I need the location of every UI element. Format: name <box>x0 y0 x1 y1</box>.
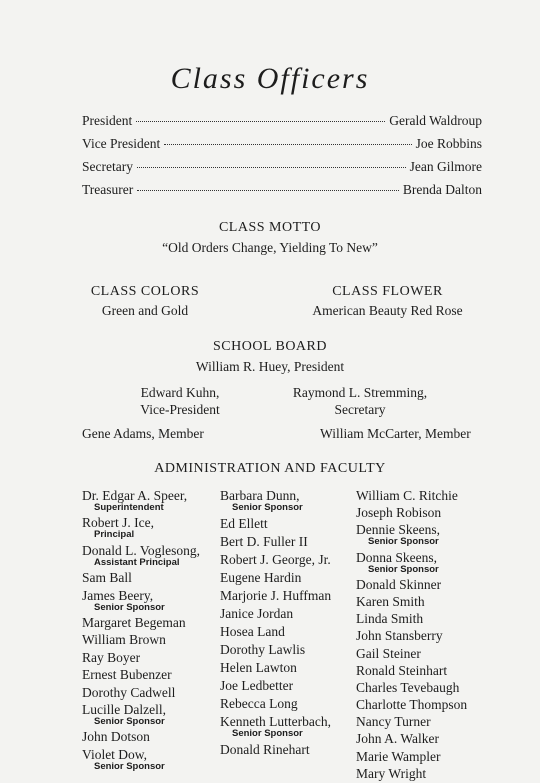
officer-name: Gerald Waldroup <box>389 113 482 128</box>
faculty-item <box>220 624 360 639</box>
faculty-heading: ADMINISTRATION AND FACULTY <box>154 461 386 476</box>
board-vice-president <box>110 384 250 418</box>
faculty-name: Donald Rinehart <box>220 742 310 757</box>
faculty-item <box>356 646 496 661</box>
faculty-item <box>356 577 496 592</box>
faculty-item <box>356 628 496 643</box>
faculty-name: Violet Dow, <box>82 746 148 762</box>
faculty-name: William Brown <box>82 632 166 648</box>
faculty-item <box>220 588 360 603</box>
officer-name: Joe Robbins <box>415 136 482 151</box>
colors-text: Green and Gold <box>101 303 189 318</box>
faculty-name: Ed Ellett <box>220 516 268 531</box>
officer-role: Vice President <box>82 136 161 151</box>
dot-leader <box>136 121 385 122</box>
faculty-name: John Dotson <box>82 729 150 745</box>
faculty-name: Dorothy Cadwell <box>82 684 176 700</box>
officer-row-treasurer <box>82 182 482 202</box>
board-secretary <box>280 384 440 418</box>
flower-text: American Beauty Red Rose <box>312 303 463 318</box>
faculty-name: Rebecca Long <box>220 696 298 711</box>
faculty-item <box>82 667 222 682</box>
faculty-name: Marie Wampler <box>356 748 441 764</box>
faculty-item <box>82 570 222 585</box>
faculty-name: Joe Ledbetter <box>220 678 294 693</box>
class-flower <box>300 282 475 320</box>
faculty-role: Senior Sponsor <box>94 715 165 727</box>
faculty-role: Senior Sponsor <box>232 502 303 513</box>
faculty-name: Linda Smith <box>356 611 424 627</box>
officer-row-secretary <box>82 159 482 179</box>
faculty-name: Donald Skinner <box>356 576 442 592</box>
faculty-item <box>356 731 496 746</box>
faculty-role: Principal <box>94 529 135 541</box>
faculty-name: Donna Skeens, <box>356 549 437 565</box>
dot-leader <box>137 167 406 168</box>
faculty-item <box>220 488 360 513</box>
faculty-name: Ray Boyer <box>82 649 141 665</box>
faculty-item <box>82 488 222 513</box>
faculty-role: Senior Sponsor <box>232 728 303 739</box>
dot-leader <box>164 144 411 145</box>
faculty-item <box>82 702 222 727</box>
faculty-column-3 <box>356 488 496 783</box>
board-member-2: William McCarter, Member <box>320 426 471 441</box>
faculty-role: Senior Sponsor <box>368 563 439 575</box>
faculty-name: Charlotte Thompson <box>356 697 468 713</box>
faculty-name: Janice Jordan <box>220 606 294 621</box>
colors-heading: CLASS COLORS <box>90 284 200 299</box>
officer-role: President <box>82 113 133 128</box>
dot-leader <box>137 190 399 191</box>
faculty-item <box>220 714 360 739</box>
motto-text: “Old Orders Change, Yielding To New” <box>162 240 378 255</box>
faculty-item <box>82 615 222 630</box>
faculty-name: Nancy Turner <box>356 714 431 730</box>
faculty-role: Senior Sponsor <box>94 601 165 613</box>
faculty-name: Donald L. Voglesong, <box>82 542 200 558</box>
faculty-role: Senior Sponsor <box>94 760 165 772</box>
faculty-item <box>356 611 496 626</box>
faculty-name: Robert J. George, Jr. <box>220 552 331 567</box>
board-member-1: Gene Adams, Member <box>82 426 204 441</box>
officer-name: Brenda Dalton <box>402 182 482 197</box>
faculty-item <box>356 714 496 729</box>
board-vp-role: Vice-President <box>140 402 220 417</box>
faculty-role: Superintendent <box>94 502 164 513</box>
board-sec-name: Raymond L. Stremming, <box>292 385 428 400</box>
faculty-item <box>82 543 222 568</box>
officer-role: Secretary <box>82 159 133 174</box>
faculty-item <box>220 606 360 621</box>
faculty-item <box>82 632 222 647</box>
board-sec-role: Secretary <box>334 402 386 417</box>
faculty-name: James Beery, <box>82 587 154 603</box>
faculty-item <box>220 552 360 567</box>
faculty-name: Mary Wright <box>356 765 427 781</box>
faculty-item <box>220 570 360 585</box>
officer-row-president <box>82 113 482 133</box>
faculty-name: Kenneth Lutterbach, <box>220 714 331 729</box>
faculty-column-2 <box>220 488 360 760</box>
school-board-heading: SCHOOL BOARD <box>213 339 327 354</box>
faculty-item <box>356 505 496 520</box>
faculty-name: Hosea Land <box>220 624 285 639</box>
faculty-item <box>356 697 496 712</box>
faculty-name: John A. Walker <box>356 731 440 747</box>
faculty-item <box>220 534 360 549</box>
board-vp-name: Edward Kuhn, <box>140 385 220 400</box>
faculty-item <box>82 685 222 700</box>
faculty-item <box>356 522 496 547</box>
faculty-item <box>356 663 496 678</box>
faculty-name: Barbara Dunn, <box>220 488 300 503</box>
faculty-item <box>220 642 360 657</box>
faculty-name: Eugene Hardin <box>220 570 302 585</box>
faculty-name: Dr. Edgar A. Speer, <box>82 488 188 503</box>
faculty-item <box>220 742 360 757</box>
faculty-item <box>356 550 496 575</box>
motto-heading: CLASS MOTTO <box>218 220 322 235</box>
faculty-item <box>82 588 222 613</box>
faculty-item <box>220 516 360 531</box>
faculty-item <box>356 488 496 503</box>
faculty-item <box>82 747 222 772</box>
faculty-name: John Stansberry <box>356 628 443 644</box>
officer-role: Treasurer <box>82 182 134 197</box>
faculty-name: Charles Tevebaugh <box>356 679 460 695</box>
faculty-name: Ronald Steinhart <box>356 662 448 678</box>
board-president: William R. Huey, President <box>195 359 345 374</box>
faculty-name: Dorothy Lawlis <box>220 642 306 657</box>
faculty-item <box>356 749 496 764</box>
faculty-name: Bert D. Fuller II <box>220 534 308 549</box>
page-title: Class Officers <box>170 62 370 95</box>
faculty-item <box>356 766 496 781</box>
faculty-name: Marjorie J. Huffman <box>220 588 332 603</box>
flower-heading: CLASS FLOWER <box>332 284 443 299</box>
faculty-name: Joseph Robison <box>356 505 442 521</box>
faculty-name: Karen Smith <box>356 593 425 609</box>
faculty-name: Lucille Dalzell, <box>82 701 166 717</box>
faculty-name: Ernest Bubenzer <box>82 667 172 683</box>
faculty-item <box>356 594 496 609</box>
faculty-column-1 <box>82 488 222 774</box>
faculty-name: William C. Ritchie <box>356 488 458 503</box>
class-colors <box>60 282 230 320</box>
faculty-item <box>82 729 222 744</box>
faculty-role: Senior Sponsor <box>368 536 439 548</box>
faculty-item <box>220 696 360 711</box>
faculty-name: Sam Ball <box>82 570 132 586</box>
faculty-name: Robert J. Ice, <box>82 515 154 531</box>
faculty-item <box>356 680 496 695</box>
faculty-item <box>220 678 360 693</box>
faculty-name: Gail Steiner <box>356 645 421 661</box>
faculty-item <box>220 660 360 675</box>
faculty-name: Margaret Begeman <box>82 614 186 630</box>
officer-row-vice-president <box>82 136 482 156</box>
faculty-name: Dennie Skeens, <box>356 522 440 538</box>
officer-name: Jean Gilmore <box>409 159 482 174</box>
faculty-name: Helen Lawton <box>220 660 297 675</box>
faculty-role: Assistant Principal <box>94 556 180 568</box>
faculty-item <box>82 515 222 540</box>
faculty-item <box>82 650 222 665</box>
